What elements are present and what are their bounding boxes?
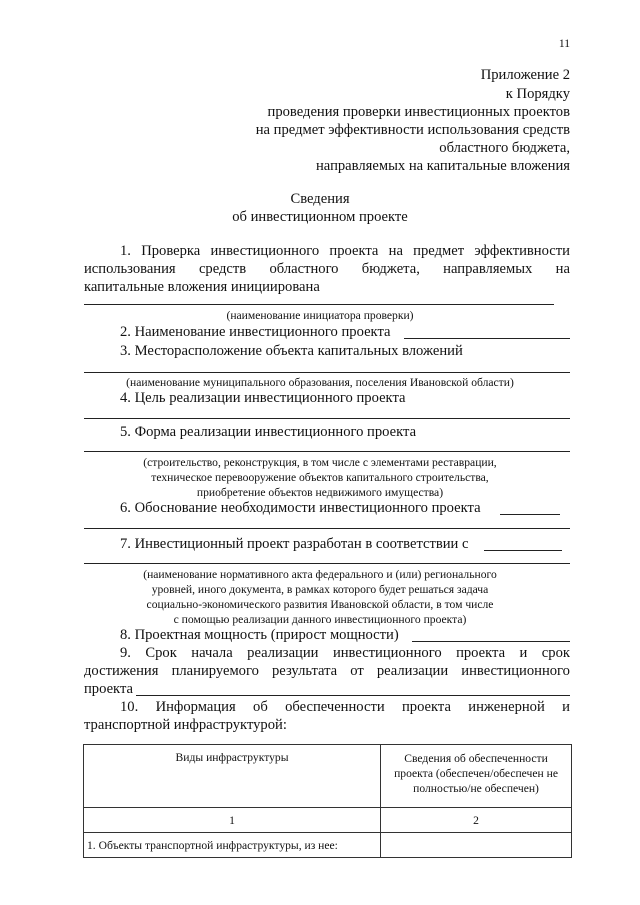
row-infrastructure-name: 1. Объекты транспортной инфраструктуры, из нее:	[84, 833, 381, 858]
item9-line3: проекта	[84, 681, 133, 697]
word: 9.	[120, 645, 131, 661]
infrastructure-table	[83, 744, 572, 858]
fill-line	[84, 528, 570, 529]
annex-line: направляемых на капитальные вложения	[315, 158, 570, 174]
item1-line1	[120, 243, 570, 260]
word: на	[388, 243, 403, 259]
item1-caption: (наименование инициатора проверки)	[226, 309, 414, 322]
word: бюджета,	[361, 261, 420, 277]
word: инженерной	[468, 699, 545, 715]
document-subtitle: об инвестиционном проекте	[232, 209, 408, 225]
word: достижения	[84, 663, 159, 679]
item7-caption: с помощью реализации данного инвестиционного проекта)	[173, 613, 467, 626]
annex-line: к Порядку	[505, 86, 570, 102]
annex-line: на предмет эффективности использования средств	[255, 122, 570, 138]
word: от	[350, 663, 364, 679]
item7-caption: (наименование нормативного акта федерального и (или) регионального	[143, 568, 497, 581]
word: областного	[269, 261, 339, 277]
item1-line3: капитальные вложения инициирована	[84, 279, 320, 295]
annex-line: областного бюджета,	[439, 140, 570, 156]
word: проекта	[401, 699, 451, 715]
item10-line2: транспортной инфраструктурой:	[84, 717, 287, 733]
header-col1-text: Виды инфраструктуры	[175, 751, 289, 764]
word: планируемого	[171, 663, 259, 679]
item1-line2	[84, 261, 570, 278]
fill-line	[412, 641, 570, 642]
item8-label: 8. Проектная мощность (прирост мощности)	[120, 627, 399, 643]
item4-label: 4. Цель реализации инвестиционного проекта	[120, 390, 406, 406]
word: эффективности	[474, 243, 570, 259]
word: Проверка	[141, 243, 201, 259]
item5-label: 5. Форма реализации инвестиционного проекта	[120, 424, 417, 440]
fill-line	[84, 372, 570, 373]
column-number-1: 1	[84, 808, 381, 833]
fill-line	[84, 418, 570, 419]
word: срок	[541, 645, 570, 661]
word: начала	[191, 645, 233, 661]
header-col2-line: полностью/не обеспечен)	[413, 782, 539, 795]
word: инвестиционного	[461, 663, 570, 679]
header-provision-info	[381, 745, 572, 808]
table-number-row	[84, 808, 572, 833]
fill-line	[84, 563, 570, 564]
word: и	[562, 699, 570, 715]
word: использования	[84, 261, 176, 277]
table-row	[84, 833, 572, 858]
fill-line	[484, 550, 562, 551]
word: 1.	[120, 243, 131, 259]
word: средств	[198, 261, 247, 277]
fill-line	[84, 304, 554, 305]
item7-label: 7. Инвестиционный проект разработан в соответствии с	[120, 536, 469, 552]
item6-label: 6. Обоснование необходимости инвестиционного проекта	[120, 500, 481, 516]
word: 10.	[120, 699, 139, 715]
fill-line	[500, 514, 560, 515]
fill-line	[136, 695, 570, 696]
document-title: Сведения	[290, 191, 350, 207]
item5-caption: (строительство, реконструкция, в том числе с элементами реставрации,	[143, 456, 497, 469]
word: реализации	[247, 645, 319, 661]
word: Срок	[145, 645, 177, 661]
item7-caption: социально-экономического развития Ивановской области, в том числе	[146, 598, 494, 611]
annex-line: Приложение 2	[480, 67, 570, 83]
column-number-2: 2	[381, 808, 572, 833]
item9-line2	[84, 663, 570, 680]
word: реализации	[376, 663, 449, 679]
word: об	[253, 699, 268, 715]
word: направляемых	[443, 261, 533, 277]
word: на	[555, 261, 570, 277]
annex-line: проведения проверки инвестиционных проектов	[267, 104, 570, 120]
header-col2-line: Сведения об обеспеченности	[404, 752, 548, 765]
word: проекта	[329, 243, 379, 259]
word: результата	[272, 663, 338, 679]
item9-line1	[120, 645, 570, 662]
word: Информация	[155, 699, 236, 715]
item7-caption: уровней, иного документа, в рамках которого будет решаться задача	[151, 583, 489, 596]
word: обеспеченности	[285, 699, 385, 715]
item10-line1	[120, 699, 570, 716]
header-infrastructure-types	[84, 745, 381, 808]
table-header-row	[84, 745, 572, 808]
fill-line	[404, 338, 570, 339]
word: и	[519, 645, 528, 661]
item5-caption: приобретение объектов недвижимого имущества)	[196, 486, 444, 499]
page-number: 11	[558, 37, 570, 50]
word: предмет	[413, 243, 465, 259]
row-provision-value[interactable]	[381, 833, 572, 858]
item3-label: 3. Месторасположение объекта капитальных вложений	[120, 343, 463, 359]
item2-label: 2. Наименование инвестиционного проекта	[120, 324, 391, 340]
word: проекта	[456, 645, 506, 661]
word: инвестиционного	[332, 645, 442, 661]
header-col2-line: проекта (обеспечен/обеспечен не	[394, 767, 558, 780]
item5-caption: техническое перевооружение объектов капитального строительства,	[151, 471, 489, 484]
item3-caption: (наименование муниципального образования, поселения Ивановской области)	[126, 376, 514, 389]
fill-line	[84, 451, 570, 452]
word: инвестиционного	[210, 243, 320, 259]
